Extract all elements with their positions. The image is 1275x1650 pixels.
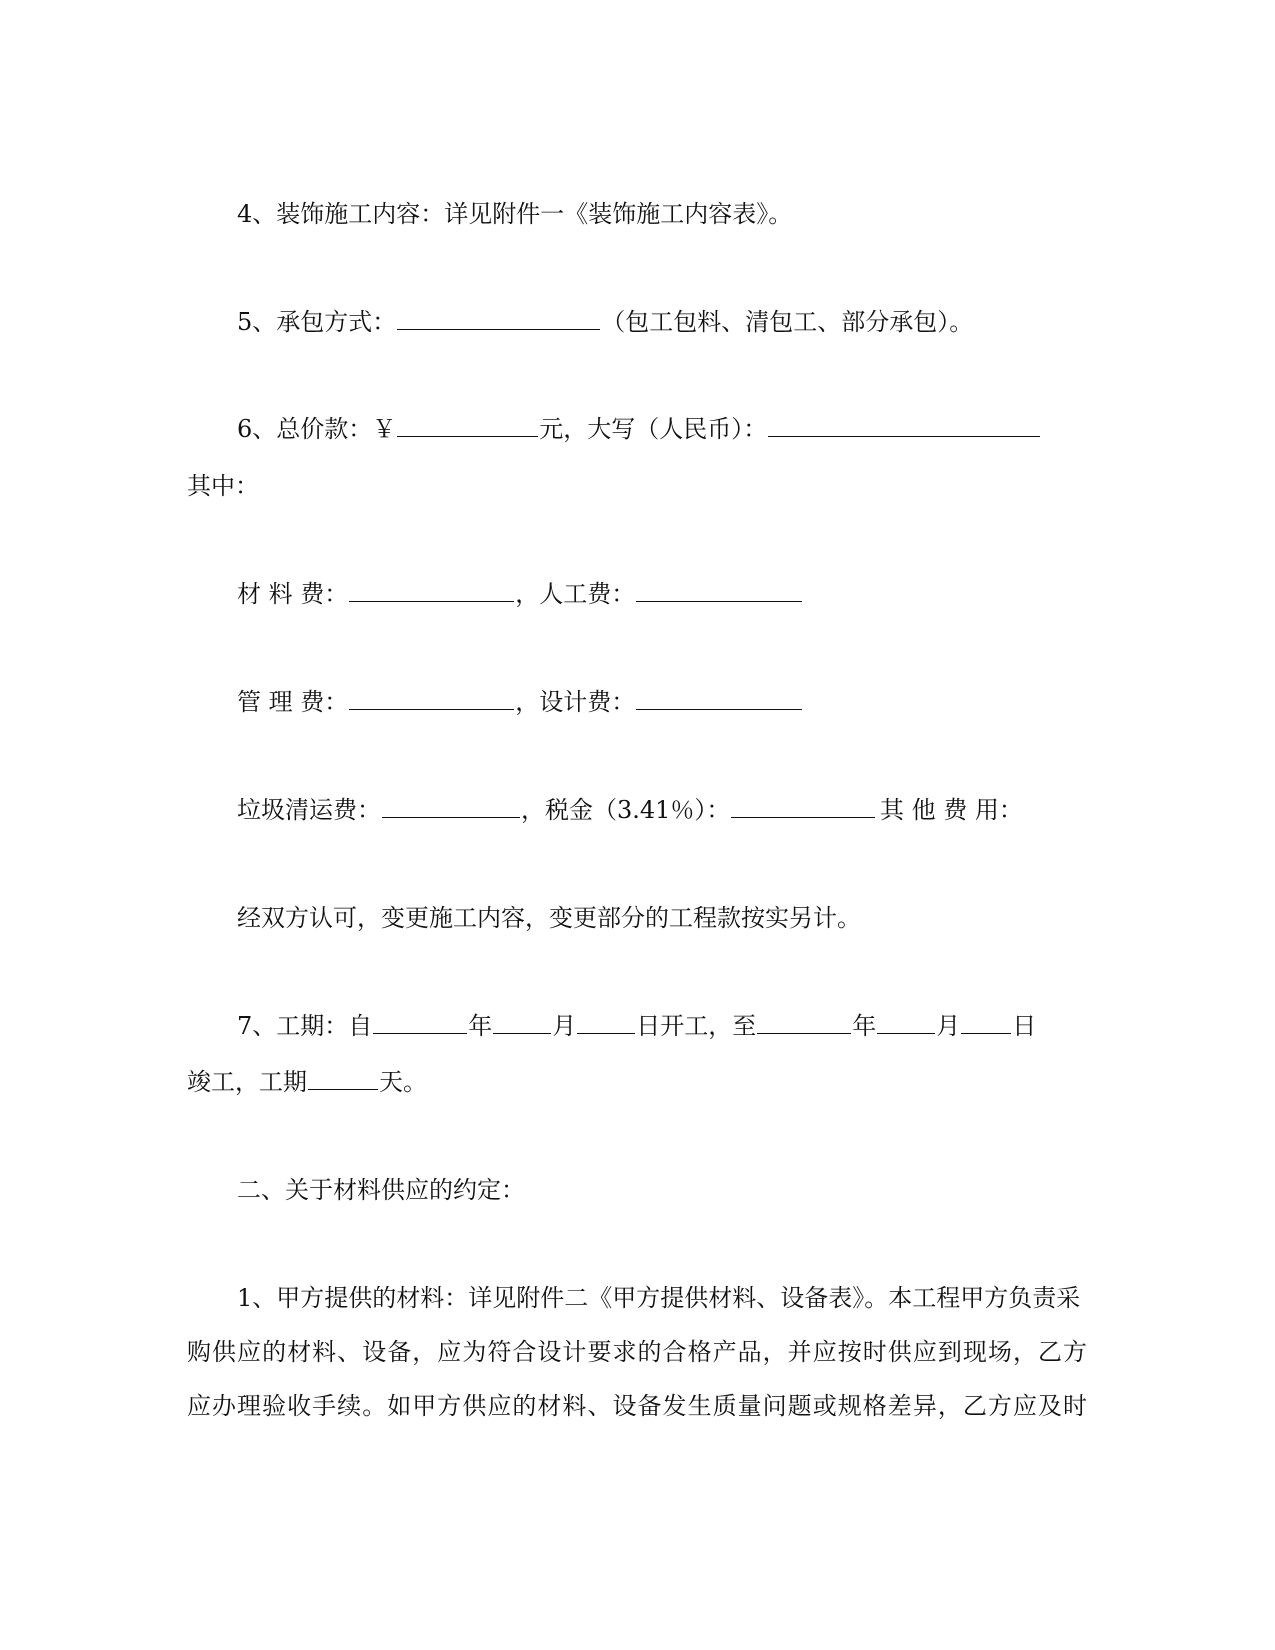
item-6-continued [187,470,259,502]
section-2-p1-line2-text: 购供应的材料、设备，应为符合设计要求的合格产品，并应按时供应到现场，乙方 [187,1338,1087,1366]
tax-label: ，税金（3.41％）： [521,796,731,824]
garbage-fee-blank[interactable] [382,795,520,818]
fee-row-3 [237,794,876,826]
section-2-p1-line1 [237,1282,1080,1314]
section-2-heading [237,1174,525,1206]
total-price-blank[interactable] [397,414,538,437]
item-7-label: 7、工期：自 [237,1012,373,1040]
section-2-p1-line1-text: 1、甲方提供的材料：详见附件二《甲方提供材料、设备表》。本工程甲方负责采 [237,1284,1081,1312]
change-note [237,902,861,934]
end-day-blank[interactable] [961,1011,1011,1034]
end-day-label: 日 [1012,1012,1037,1040]
section-2-heading-text: 二、关于材料供应的约定： [237,1176,525,1204]
material-fee-label: 材 料 费： [237,580,349,608]
item-4-text: 4、装饰施工内容：详见附件一《装饰施工内容表》。 [237,200,793,228]
other-fee-label: 其 他 费 用： [880,796,1023,824]
section-2-p1-line3-text: 应办理验收手续。如甲方供应的材料、设备发生质量问题或规格差异，乙方应及时 [187,1392,1087,1420]
item-7-continued [187,1066,427,1098]
item-5 [237,306,973,338]
material-fee-blank[interactable] [349,579,514,602]
total-price-words-blank[interactable] [768,414,1040,437]
item-5-label: 5、承包方式： [237,308,397,336]
garbage-fee-label: 垃圾清运费： [237,796,381,824]
duration-days-blank[interactable] [308,1067,378,1090]
fee-row-2 [237,686,803,718]
tax-blank[interactable] [731,795,875,818]
start-month-label: 月 [552,1012,577,1040]
labor-fee-blank[interactable] [636,579,802,602]
contract-method-blank[interactable] [397,307,600,330]
section-2-p1-line3 [187,1390,1087,1422]
management-fee-label: 管 理 费： [237,688,349,716]
end-month-label: 月 [936,1012,961,1040]
design-fee-blank[interactable] [636,687,802,710]
labor-fee-label: ，人工费： [515,580,636,608]
start-year-blank[interactable] [373,1011,467,1034]
item-7-cont-a: 竣工，工期 [187,1068,307,1096]
item-6 [237,413,1041,445]
item-7-cont-b: 天。 [379,1068,427,1096]
other-fee [880,794,1023,826]
start-month-blank[interactable] [493,1011,551,1034]
item-4 [237,198,792,230]
design-fee-label: ，设计费： [515,688,636,716]
start-day-label: 日开工，至 [636,1012,757,1040]
end-month-blank[interactable] [877,1011,935,1034]
item-7 [237,1010,1036,1042]
fee-row-1 [237,578,803,610]
item-5-options: （包工包料、清包工、部分承包）。 [601,308,974,336]
end-year-blank[interactable] [757,1011,851,1034]
item-6-yuan: 元，大写（人民币）： [539,415,768,443]
management-fee-blank[interactable] [349,687,514,710]
end-year-label: 年 [852,1012,877,1040]
start-day-blank[interactable] [577,1011,635,1034]
change-note-text: 经双方认可，变更施工内容，变更部分的工程款按实另计。 [237,904,861,932]
start-year-label: 年 [468,1012,493,1040]
section-2-p1-line2 [187,1336,1087,1368]
item-6-label: 6、总价款：￥ [237,415,397,443]
item-6-cont-text: 其中： [187,472,259,500]
